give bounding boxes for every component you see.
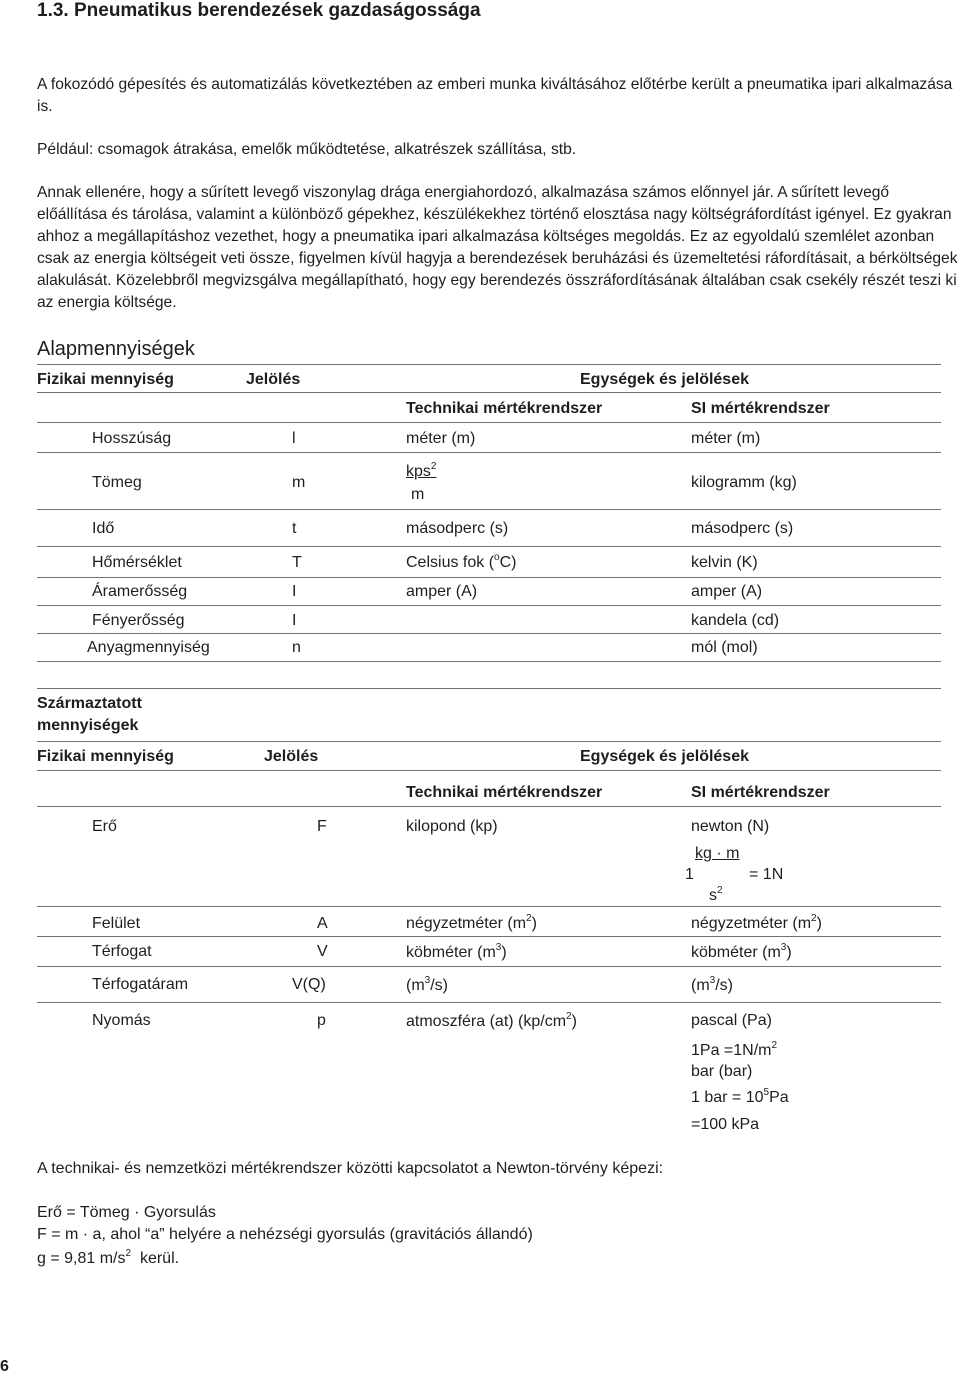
base-rule-top: [37, 364, 941, 365]
derived-heading-line1: Származtatott: [37, 695, 142, 712]
row-name: Áramerősség: [92, 583, 188, 600]
pa-pre: 1Pa =1N/m: [691, 1042, 772, 1059]
row-si: másodperc (s): [691, 520, 794, 537]
tech-post: ): [571, 1013, 577, 1030]
derived-row-tech: [406, 942, 507, 963]
tech-pre: négyzetméter (m: [406, 915, 527, 932]
base-rule-6: [37, 577, 941, 578]
intro-paragraph-1: A fokozódó gépesítés és automatizálás következtében az emberi munka kiváltásához előtérbe került a pneumatika ipari alkalmazása is.: [37, 76, 953, 115]
fraction-num-sup: 2: [430, 460, 437, 472]
base-col-symbol: Jelölés: [246, 371, 301, 388]
base-heading: Alapmennyiségek: [37, 338, 195, 360]
row-tech-sup: o: [494, 551, 500, 563]
base-rule-1: [37, 392, 941, 393]
derived-rule-1: [37, 741, 941, 742]
derived-col-quantity: Fizikai mennyiség: [37, 748, 174, 765]
pascal-definition: [691, 1040, 777, 1061]
derived-rule-7: [37, 1002, 941, 1003]
row-tech: méter (m): [406, 430, 476, 447]
row-symbol: l: [292, 430, 296, 447]
si-post: /s): [715, 977, 733, 994]
fraction-denominator: m: [411, 486, 425, 503]
tech-pre: atmoszféra (at) (kp/cm: [406, 1013, 567, 1030]
row-name: Hosszúság: [92, 430, 172, 447]
bar-unit: bar (bar): [691, 1063, 753, 1080]
derived-col-units: Egységek és jelölések: [580, 748, 749, 765]
derived-row-tech: [406, 913, 537, 934]
row-name: Hőmérséklet: [92, 554, 182, 571]
si-post: ): [816, 915, 822, 932]
tech-pre: köbméter (m: [406, 944, 496, 961]
derived-row-tech: [406, 1011, 577, 1032]
bar-pre: 1 bar = 10: [691, 1089, 764, 1106]
eq3-post: kerül.: [131, 1250, 180, 1267]
fraction-numerator: [406, 461, 436, 482]
row-tech: másodperc (s): [406, 520, 509, 537]
derived-row-si: [691, 975, 733, 996]
equation-2: F = m · a, ahol “a” helyére a nehézségi gyorsulás (gravitációs állandó): [37, 1226, 533, 1243]
derived-row-si: pascal (Pa): [691, 1012, 772, 1029]
si-sup: 2: [811, 912, 817, 924]
derived-row-symbol: V(Q): [292, 976, 326, 993]
si-pre: (m: [691, 977, 710, 994]
tech-post: /s): [430, 977, 448, 994]
newton-fraction-numerator: kg · m: [695, 845, 740, 862]
eq3-pre: g = 9,81 m/s: [37, 1250, 126, 1267]
newton-fraction-one: 1: [685, 866, 694, 883]
intro-paragraph-3: Annak ellenére, hogy a sűrített levegő viszonylag drága energiahordozó, alkalmazása számos előnnyel jár. A sűrített levegő előállítása és tárolása, valamint a különböző gépekhez, készülékekhez történő elosztása nagy költségráfordítást igényel. Ez gyakran ahhoz a megállapításhoz vezethet, hogy a pneumatika ipari alkalmazása költséges megoldás. Ez az egyoldalú szemlélet azonban csak az energia költségeit veti össze, figyelmen kívül hagyja a berendezések beruházási és üzemeltetési ráfordításait, a bérköltségek alakulását. Közelebbről megvizsgálva megállapítható, hogy egy berendezés összráfordításának általában csak csekély részét teszi ki az energia költsége.: [37, 184, 958, 311]
derived-rule-4: [37, 906, 941, 907]
si-sup: 3: [780, 941, 787, 953]
fraction-numerator-text: [406, 460, 437, 480]
row-tech-pre: Celsius fok (: [406, 554, 495, 571]
base-rule-4: [37, 509, 941, 510]
base-col-tech: Technikai mértékrendszer: [406, 400, 603, 417]
row-name: Tömeg: [92, 474, 142, 491]
row-symbol: T: [292, 554, 302, 571]
row-symbol: I: [292, 583, 297, 600]
newton-fraction-denominator: [709, 885, 723, 906]
relation-text: A technikai- és nemzetközi mértékrendszer közötti kapcsolatot a Newton-törvény képezi:: [37, 1160, 664, 1177]
bar-post: Pa: [769, 1089, 789, 1106]
intro-paragraph-2: Például: csomagok átrakása, emelők működtetése, alkatrészek szállítása, stb.: [37, 141, 577, 158]
base-rule-7: [37, 605, 941, 606]
row-tech: [406, 552, 516, 573]
derived-col-tech: Technikai mértékrendszer: [406, 784, 603, 801]
derived-row-tech: [406, 975, 448, 996]
derived-col-symbol: Jelölés: [264, 748, 319, 765]
row-symbol: I: [292, 612, 297, 629]
derived-row-name: Felület: [92, 915, 141, 932]
row-symbol: m: [292, 474, 306, 491]
derived-rule-6: [37, 966, 941, 967]
si-post: ): [786, 944, 792, 961]
newton-fraction-equals: = 1N: [749, 866, 784, 883]
derived-row-si: [691, 942, 792, 963]
derived-row-name: Térfogat: [92, 943, 152, 960]
tech-post: ): [501, 944, 507, 961]
si-pre: négyzetméter (m: [691, 915, 812, 932]
equation-1: Erő = Tömeg · Gyorsulás: [37, 1204, 216, 1221]
bar-definition: [691, 1087, 789, 1108]
derived-row-tech: kilopond (kp): [406, 818, 498, 835]
kpa-equivalent: =100 kPa: [691, 1116, 760, 1133]
section-title: 1.3. Pneumatikus berendezések gazdaságossága: [37, 0, 481, 21]
base-rule-8: [37, 633, 941, 634]
equation-3: [37, 1248, 179, 1269]
row-name: Idő: [92, 520, 115, 537]
bar-sup: 5: [763, 1086, 770, 1098]
si-pre: köbméter (m: [691, 944, 781, 961]
derived-row-name: Nyomás: [92, 1012, 151, 1029]
derived-row-name: Térfogatáram: [92, 976, 189, 993]
row-si: kelvin (K): [691, 554, 758, 571]
derived-row-name: Erő: [92, 818, 117, 835]
derived-rule-top: [37, 688, 941, 689]
derived-row-symbol: p: [317, 1012, 326, 1029]
row-symbol: n: [292, 639, 301, 656]
newton-den-base: s: [709, 887, 717, 904]
fraction-num-base: kps: [406, 463, 431, 480]
newton-den-sup: 2: [717, 884, 723, 896]
tech-sup: 2: [566, 1010, 572, 1022]
derived-row-si: newton (N): [691, 818, 770, 835]
base-col-units: Egységek és jelölések: [580, 371, 749, 388]
derived-row-si: [691, 913, 822, 934]
row-tech: amper (A): [406, 583, 478, 600]
si-sup: 3: [709, 974, 716, 986]
derived-rule-5: [37, 936, 941, 937]
base-rule-3: [37, 452, 941, 453]
tech-sup: 3: [495, 941, 502, 953]
derived-rule-2: [37, 770, 941, 771]
row-si: mól (mol): [691, 639, 758, 656]
derived-row-symbol: V: [317, 943, 328, 960]
tech-pre: (m: [406, 977, 425, 994]
base-rule-5: [37, 546, 941, 547]
derived-heading-line2: mennyiségek: [37, 717, 139, 734]
row-tech-post: C): [499, 554, 517, 571]
tech-post: ): [531, 915, 537, 932]
row-si: méter (m): [691, 430, 761, 447]
row-name: Fényerősség: [92, 612, 185, 629]
pa-sup: 2: [771, 1039, 778, 1051]
page-number: 6: [0, 1358, 9, 1375]
row-si: amper (A): [691, 583, 763, 600]
row-symbol: t: [292, 520, 297, 537]
derived-row-symbol: A: [317, 915, 328, 932]
base-rule-bottom: [37, 661, 941, 662]
base-col-si: SI mértékrendszer: [691, 400, 830, 417]
row-si: kandela (cd): [691, 612, 780, 629]
row-si: kilogramm (kg): [691, 474, 797, 491]
derived-col-si: SI mértékrendszer: [691, 784, 830, 801]
tech-sup: 2: [526, 912, 532, 924]
row-name: Anyagmennyiség: [87, 639, 210, 656]
tech-sup: 3: [424, 974, 431, 986]
base-col-quantity: Fizikai mennyiség: [37, 371, 174, 388]
derived-rule-3: [37, 806, 941, 807]
base-rule-2: [37, 422, 941, 423]
eq3-sup: 2: [125, 1247, 132, 1259]
derived-row-symbol: F: [317, 818, 327, 835]
